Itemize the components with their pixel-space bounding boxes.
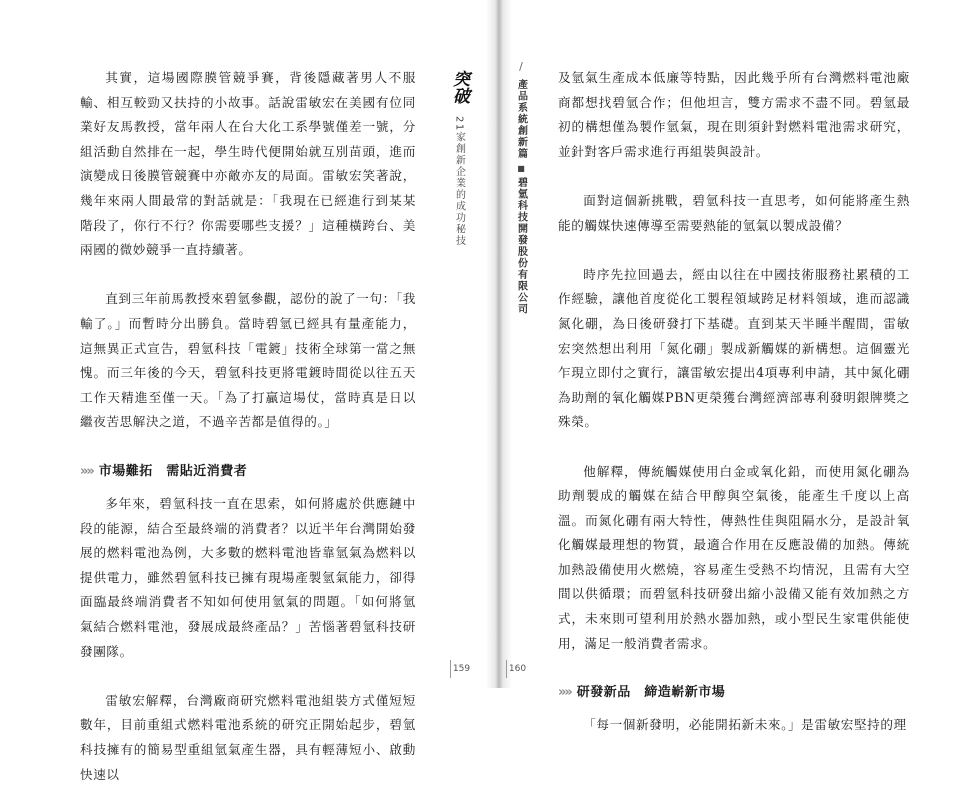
slash-mark-icon: / xyxy=(519,60,523,73)
right-text-column xyxy=(558,66,910,763)
square-separator-icon: ■ xyxy=(517,163,525,173)
left-heading-text: 市場難拓 需貼近消費者 xyxy=(98,463,248,479)
right-paragraph-1: 及氫氣生產成本低廉等特點，因此幾乎所有台灣燃料電池廠商都想找碧氫合作；但他坦言，雙方需求不盡不同。碧氫最初的構想僅為製作氫氣，現在則須針對燃料電池需求研究，並針對客戶需求進行再組裝與設計。 xyxy=(558,70,910,159)
right-paragraph-5: 「每一個新發明，必能開拓新未來。」是雷敏宏堅持的理 xyxy=(583,717,907,733)
left-page-number: 159 xyxy=(450,660,472,678)
book-subtitle-vertical: 21家創新企業的成功秘技 xyxy=(453,116,465,247)
right-page-number: 160 xyxy=(506,660,528,678)
heading-arrows-icon: »» xyxy=(558,684,571,700)
section-title-vertical: 產品系統創新篇 xyxy=(515,79,527,160)
left-text-column xyxy=(80,66,416,812)
heading-arrows-icon: »» xyxy=(80,463,93,479)
right-page xyxy=(508,0,970,733)
right-section-heading xyxy=(558,681,910,706)
left-paragraph-1: 其實，這場國際膜管競爭賽，背後隱藏著男人不服輸、相互較勁又扶持的小故事。話說雷敏宏在美國有位同業好友馬教授，當年兩人在台大化工系學號僅差一號，分組活動自然排在一起，學生時代便開始就互別苗頭，進而演變成日後膜管競賽中亦敵亦友的局面。雷敏宏笑著說，幾年來兩人間最常的對話就是：「我現在已經進行到某某階段了，你行不行？你需要哪些支援？」這種橫跨台、美兩國的微妙競爭一直持續著。 xyxy=(80,70,416,258)
left-section-heading xyxy=(80,460,416,485)
right-paragraph-3: 時序先拉回過去，經由以往在中國技術服務社累積的工作經驗，讓他首度從化工製程領域跨足材料領域，進而認識氮化硼，為日後研發打下基礎。直到某天半睡半醒間，雷敏宏突然想出利用「氮化硼」製成新觸媒的新構想。這個靈光乍現立即付之實行，讓雷敏宏提出4項專利申請，其中氮化硼為助劑的氧化觸媒PBN更榮獲台灣經濟部專利發明銀牌獎之殊榮。 xyxy=(558,266,910,430)
right-paragraph-4: 他解釋，傳統觸媒使用白金或氧化鉛，而使用氮化硼為助劑製成的觸媒在結合甲醇與空氣後，能產生千度以上高溫。而氮化硼有兩大特性，傳熱性佳與阻隔水分，是設計氧化觸媒最理想的物質，最適合作用在反應設備的加熱。傳統加熱設備使用火燃燒，容易產生受熱不均情況，且需有大空間以供循環；而碧氫科技研發出縮小設備又能有效加熱之方式，未來則可望利用於熱水器加熱，或小型民生家電供能使用，滿足一般消費者需求。 xyxy=(558,463,910,651)
right-heading-text: 研發新品 締造嶄新市場 xyxy=(576,684,726,700)
right-running-head xyxy=(508,60,534,315)
left-paragraph-4: 雷敏宏解釋，台灣廠商研究燃料電池組裝方式僅短短數年，目前重組式燃料電池系統的研究正開始起步，碧氫科技擁有的簡易型重組氫氣產生器，具有輕薄短小、啟動快速以 xyxy=(80,692,416,782)
book-logo: 突破 xyxy=(449,70,469,104)
left-paragraph-2: 直到三年前馬教授來碧氫參觀，認份的說了一句：「我輸了。」而暫時分出勝負。當時碧氫已經具有量產能力，這無異正式宣告，碧氫科技「電鍍」技術全球第一當之無愧。而三年後的今天，碧氫科技更將電鍍時間從以往五天工作天精進至僅一天。「為了打贏這場仗，當時真是日以繼夜苦思解決之道，不過辛苦都是值得的。」 xyxy=(80,291,416,430)
left-page xyxy=(0,0,486,782)
company-name-vertical: 碧氫科技開發股份有限公司 xyxy=(515,176,527,315)
left-running-head xyxy=(444,70,474,247)
left-paragraph-3: 多年來，碧氫科技一直在思索，如何將處於供應鏈中段的能源，結合至最終端的消費者？以近半年台灣開始發展的燃料電池為例，大多數的燃料電池皆靠氫氣為燃料以提供電力，雖然碧氫科技已擁有現場產製氫氣能力，卻得面臨最終端消費者不知如何使用氫氣的問題。「如何將氫氣結合燃料電池，發展成最終產品？」苦惱著碧氫科技研發團隊。 xyxy=(80,496,416,659)
right-paragraph-2: 面對這個新挑戰，碧氫科技一直思考，如何能將產生熱能的觸媒快速傳導至需要熱能的氫氣以製成設備？ xyxy=(558,192,910,233)
